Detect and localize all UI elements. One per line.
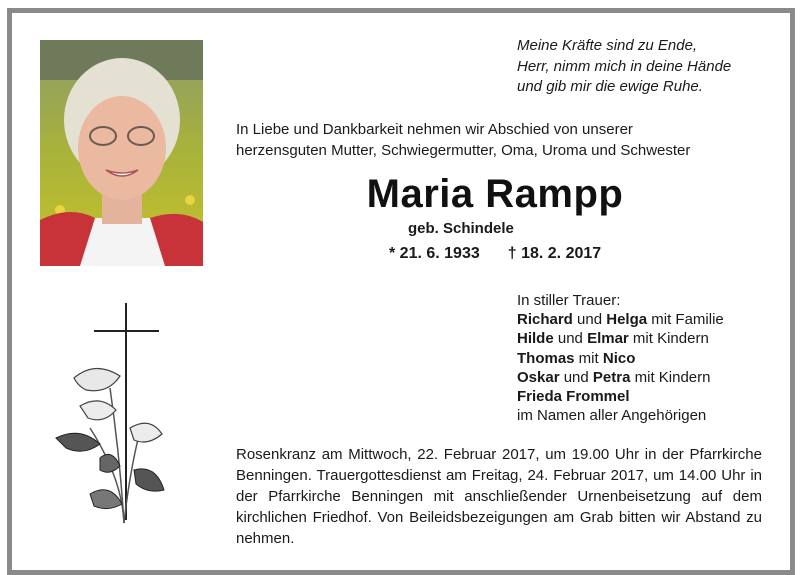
intro-text [236,119,690,161]
mourner-name: Frieda Frommel [517,388,630,406]
mourner-join: und [559,368,593,386]
mourner-name: Richard [517,311,573,329]
mourner-join: und [553,330,588,348]
birth-date: * 21. 6. 1933 [389,245,480,262]
mourner-note: mit Kindern [630,368,711,386]
deceased-name: Maria Rampp [366,172,624,216]
mourner-join: und [572,311,607,329]
quote-line: und gib mir die ewige Ruhe. [517,78,703,95]
cross-with-calla-lilies-icon [50,298,180,558]
portrait-photo [40,40,203,266]
mourner-row [517,368,724,387]
intro-line: herzensguten Mutter, Schwiegermutter, Oma, Uroma und Schwester [236,142,691,159]
death-date: † 18. 2. 2017 [507,245,602,262]
birth-name: geb. Schindele [408,220,514,237]
quote-line: Herr, nimm mich in deine Hände [517,57,732,75]
life-dates [389,245,601,263]
mourners-list [517,291,724,425]
service-info: Rosenkranz am Mittwoch, 22. Februar 2017, um 19.00 Uhr in der Pfarrkirche Benningen. Trauergottesdienst am Freitag, 24. Februar 2017, um 14.00 Uhr in der Pfarrkirche Benningen mit anschließender Urnenbeisetzung auf dem kirchlichen Friedhof. Von Beileidsbezeigungen am Grab bitten wir Abstand zu nehmen. [236,446,762,547]
intro-line: In Liebe und Dankbarkeit nehmen wir Abschied von unserer [236,121,633,138]
mourner-note: mit Familie [647,311,724,329]
mourner-name: Elmar [587,330,629,348]
mourners-heading: In stiller Trauer: [517,292,621,309]
quote-line: Meine Kräfte sind zu Ende, [517,37,698,54]
mourner-name: Oskar [517,368,560,386]
quote [517,36,731,98]
mourner-name: Petra [592,368,631,386]
mourner-name: Thomas [517,349,575,367]
mourner-row [517,349,724,368]
mourner-note: mit Kindern [628,330,709,348]
mourner-name: Nico [602,349,636,367]
mourner-row [517,329,724,348]
mourner-name: Helga [606,311,648,329]
mourner-join: mit [574,349,603,367]
mourners-footer: im Namen aller Angehörigen [517,407,707,425]
mourner-row [517,310,724,329]
mourner-name: Hilde [517,330,554,348]
mourner-row [517,387,724,406]
